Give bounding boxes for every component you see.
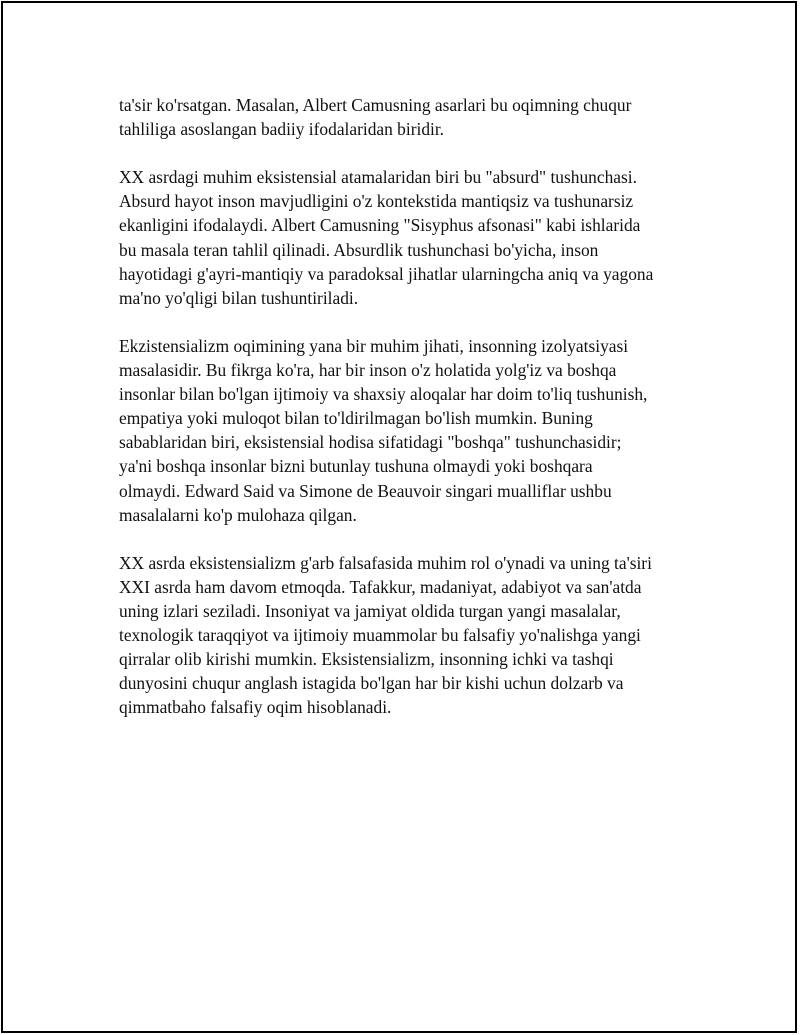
document-body [119, 93, 709, 744]
paragraph-2: XX asrdagi muhim eksistensial atamalaridan biri bu "absurd" tushunchasi. Absurd hayot inson mavjudligini o'z kontekstida mantiqsiz va tushunarsiz ekanligini ifodalaydi. Albert Camusning "Sisyphus afsonasi" kabi ishlarida bu masala teran tahlil qilinadi. Absurdlik tushunchasi bo'yicha, inson hayotidagi g'ayri-mantiqiy va paradoksal jihatlar ularningcha aniq va yagona ma'no yo'qligi bilan tushuntiriladi. [119, 167, 654, 308]
document-page [1, 1, 797, 1033]
paragraph-3: Ekzistensializm oqimining yana bir muhim jihati, insonning izolyatsiyasi masalasidir. Bu fikrga ko'ra, har bir inson o'z holatida yolg'iz va boshqa insonlar bilan bo'lgan ijtimoiy va shaxsiy aloqalar har doim to'liq tushunish, empatiya yoki muloqot bilan to'ldirilmagan bo'lish mumkin. Buning sabablaridan biri, eksistensial hodisa sifatidagi "boshqa" tushunchasidir; ya'ni boshqa insonlar bizni butunlay tushuna olmaydi yoki boshqara olmaydi. Edward Said va Simone de Beauvoir singari mualliflar ushbu masalalarni ko'p mulohaza qilgan. [119, 335, 648, 525]
paragraph-4: XX asrda eksistensializm g'arb falsafasida muhim rol o'ynadi va uning ta'siri XXI asrda ham davom etmoqda. Tafakkur, madaniyat, adabiyot va san'atda uning izlari seziladi. Insoniyat va jamiyat oldida turgan yangi masalalar, texnologik taraqqiyot va ijtimoiy muammolar bu falsafiy yo'nalishga yangi qirralar olib kirishi mumkin. Eksistensializm, insonning ichki va tashqi dunyosini chuqur anglash istagida bo'lgan har bir kishi uchun dolzarb va qimmatbaho falsafiy oqim hisoblanadi. [119, 552, 652, 718]
paragraph-1: ta'sir ko'rsatgan. Masalan, Albert Camusning asarlari bu oqimning chuqur tahliliga asoslangan badiiy ifodalaridan biridir. [119, 95, 632, 140]
